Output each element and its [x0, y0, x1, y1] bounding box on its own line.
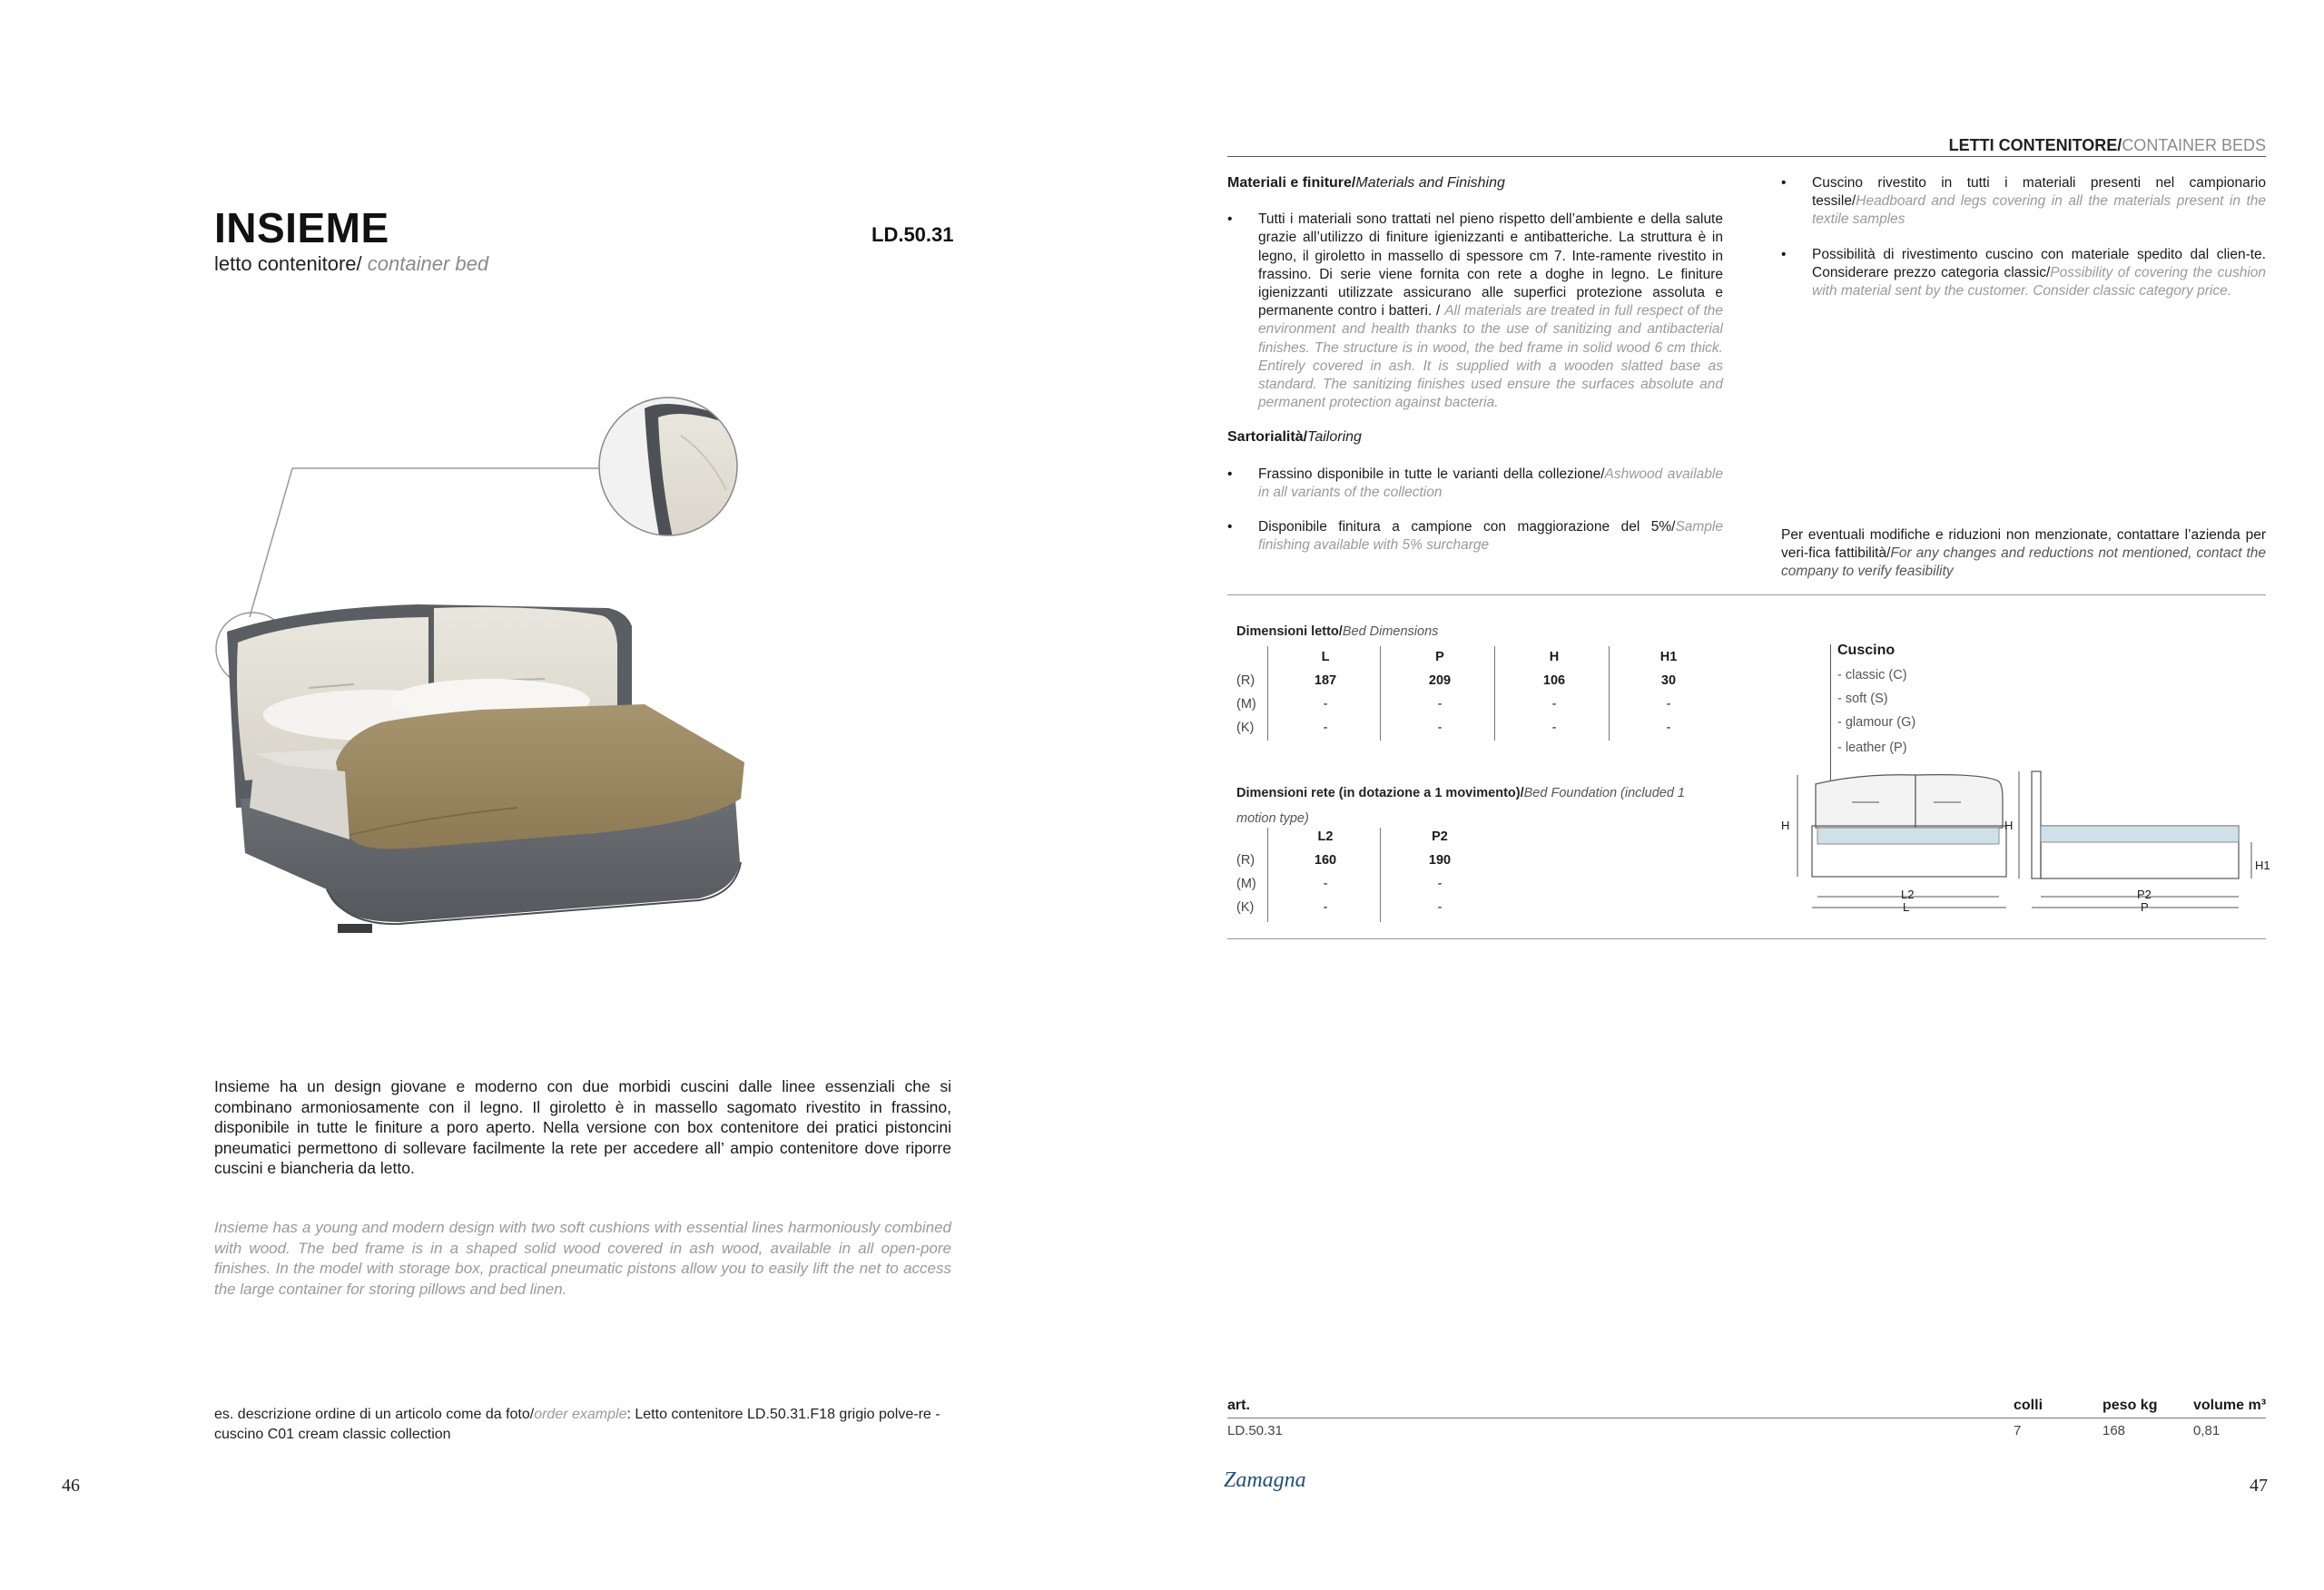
materials-bullet: • Tutti i materiali sono trattati nel pieno rispetto dell’ambiente e della salute grazie all’utilizzo di finiture igienizzanti e antibatteriche. La struttura è in legno, il giroletto in massello di spessore cm 7. Inte-ramente rivestito in frassino. Di serie viene fornita con rete a doghe in legno. Le finiture igienizzanti utilizzate assicurano alle superfici protezione assoluta e permanente contro i batteri. / All materials are treated in full respect of the environment and health thanks to the use of sanitizing and antibacterial finishes. The structure is in wood, the bed frame in solid wood 6 cm thick. Entirely covered in ash. It is supplied with a wooden slatted base as standard. The sanitizing finishes used ensure the surfaces absolute and permanent protection against bacteria. [1227, 211, 1723, 412]
category-bold: LETTI CONTENITORE/ [1948, 136, 2122, 154]
cushion-bullet-2: • Possibilità di rivestimento cuscino con materiale spedito dal clien-te. Considerare prezzo categoria classic/Possibility of covering the cushion with material sent by the customer. Consider classic category price. [1781, 246, 2266, 301]
dim-label-l2: L2 [1901, 888, 1915, 901]
base-cell: 160 [1314, 853, 1337, 868]
materials-column [1227, 174, 1723, 555]
bed-cell: - [1437, 721, 1443, 735]
bed-cell: - [1666, 697, 1671, 712]
page-number-right: 47 [2250, 1476, 2268, 1496]
bed-table-divider [1494, 646, 1495, 741]
cushion-option: - leather (P) [1837, 741, 1907, 755]
category-header [1949, 136, 2266, 155]
bed-dimensions-caption: Dimensioni letto/Bed Dimensions [1236, 624, 1439, 639]
bed-photo [191, 381, 953, 962]
article-weight: 168 [2102, 1423, 2126, 1438]
description-italian: Insieme ha un design giovane e moderno con due morbidi cuscini dalle linee essenziali che si combinano armoniosamente con il legno. Il giroletto è in massello sagomato rivestito in frassino, disponibile in tutte le finiture a poro aperto. Nella versione con box contenitore dei pratici pistoncini pneumatici permettono di sollevare facilmente la rete per accedere all’ ampio contenitore dove riporre cuscini e biancheria da letto. [214, 1077, 951, 1178]
brand-logo: Zamagna [1224, 1468, 1306, 1492]
base-table-divider [1380, 828, 1381, 922]
bed-cell: - [1551, 721, 1557, 735]
product-title: INSIEME [214, 204, 389, 251]
dim-label-p: P [2141, 900, 2149, 914]
bed-header-L: L [1321, 650, 1330, 664]
cushion-options-title: Cuscino [1837, 643, 1896, 658]
bed-row-label: (K) [1236, 721, 1255, 735]
bed-header-H1: H1 [1659, 650, 1678, 664]
base-cell: 190 [1428, 853, 1452, 868]
order-example [214, 1405, 959, 1445]
cushion-option: - glamour (G) [1837, 715, 1916, 730]
order-text: : Letto contenitore LD.50.31.F18 grigio polve-re - cuscino C01 cream classic collection [214, 1407, 940, 1442]
article-header-volume: volume m³ [2193, 1398, 2267, 1413]
bed-header-P: P [1435, 650, 1444, 664]
cushion-bullet-1: • Cuscino rivestito in tutti i materiali presenti nel campionario tessile/Headboard and legs covering in all the materials present in the textile samples [1781, 174, 2266, 230]
base-cell: - [1437, 900, 1443, 915]
bed-cell: - [1323, 697, 1328, 712]
article-header-peso: peso kg [2102, 1398, 2158, 1413]
cushion-option: - soft (S) [1837, 692, 1888, 706]
bed-cell: 106 [1542, 673, 1566, 688]
tailoring-bullet-2: • Disponibile finitura a campione con maggiorazione del 5%/Sample finishing available with 5% surcharge [1227, 518, 1723, 555]
base-header-P2: P2 [1432, 829, 1448, 844]
dim-label-h1: H1 [2255, 859, 2270, 872]
dim-label-p2: P2 [2137, 888, 2152, 901]
base-row-label: (R) [1236, 853, 1256, 868]
base-cell: - [1437, 877, 1443, 891]
bed-header-H: H [1549, 650, 1560, 664]
cushion-column [1781, 174, 2266, 300]
bed-table-divider [1609, 646, 1610, 741]
article-header-art: art. [1227, 1398, 1250, 1413]
header-rule [1227, 156, 2266, 157]
dim-label-l: L [1903, 900, 1910, 914]
category-light: CONTAINER BEDS [2122, 136, 2266, 154]
bed-cell: 187 [1314, 673, 1337, 688]
dim-label-h: H [1781, 819, 1790, 832]
subtitle-it: letto contenitore/ [214, 252, 362, 275]
bed-cell: - [1551, 697, 1557, 712]
bed-table-divider [1267, 646, 1268, 741]
section-rule-2 [1227, 938, 2266, 939]
cushion-option: - classic (C) [1837, 668, 1907, 682]
order-prefix: es. descrizione ordine di un articolo come da foto/ [214, 1407, 535, 1422]
description-english: Insieme has a young and modern design with two soft cushions with essential lines harmoniously combined with wood. The bed frame is in a shaped solid wood covered in ash wood, available in all open-pore finishes. In the model with storage box, practical pneumatic pistons allow you to easily lift the net to access the large container for storing pillows and bed linen. [214, 1219, 951, 1298]
tailoring-bullet-1: • Frassino disponibile in tutte le varianti della collezione/Ashwood available in all variants of the collection [1227, 466, 1723, 502]
base-cell: - [1323, 900, 1328, 915]
base-table-divider [1267, 828, 1268, 922]
article-colli: 7 [2014, 1423, 2022, 1438]
bed-cell: 30 [1660, 673, 1677, 688]
bed-cell: - [1323, 721, 1328, 735]
bed-cell: - [1666, 721, 1671, 735]
bed-cell: - [1437, 697, 1443, 712]
feasibility-note: Per eventuali modifiche e riduzioni non menzionate, contattare l’azienda per veri-fica fattibilità/For any changes and reductions not mentioned, contact the company to verify feasibility [1781, 527, 2266, 580]
product-code: LD.50.31 [872, 223, 954, 246]
article-code: LD.50.31 [1227, 1423, 1283, 1438]
bed-row-label: (R) [1236, 673, 1256, 688]
dim-label-h-side: H [2004, 819, 2014, 832]
base-dimensions-caption: Dimensioni rete (in dotazione a 1 movimento)/Bed Foundation (included 1 motion type) [1236, 786, 1685, 826]
bed-row-label: (M) [1236, 697, 1256, 712]
page-number-left: 46 [62, 1476, 80, 1496]
subtitle-en: container bed [361, 252, 489, 275]
base-row-label: (M) [1236, 877, 1256, 891]
order-example-label: order example [534, 1407, 627, 1422]
product-subtitle [214, 252, 488, 276]
bed-cell: 209 [1428, 673, 1452, 688]
bed-table-divider [1380, 646, 1381, 741]
article-header-colli: colli [2014, 1398, 2043, 1413]
materials-title: Materiali e finiture/Materials and Finishing [1227, 175, 1505, 191]
base-header-L2: L2 [1317, 829, 1334, 844]
article-volume: 0,81 [2193, 1423, 2221, 1438]
base-cell: - [1323, 877, 1328, 891]
base-row-label: (K) [1236, 900, 1255, 915]
technical-drawing [1779, 762, 2270, 917]
section-rule-1 [1227, 594, 2266, 595]
tailoring-title: Sartorialità/Tailoring [1227, 429, 1362, 446]
